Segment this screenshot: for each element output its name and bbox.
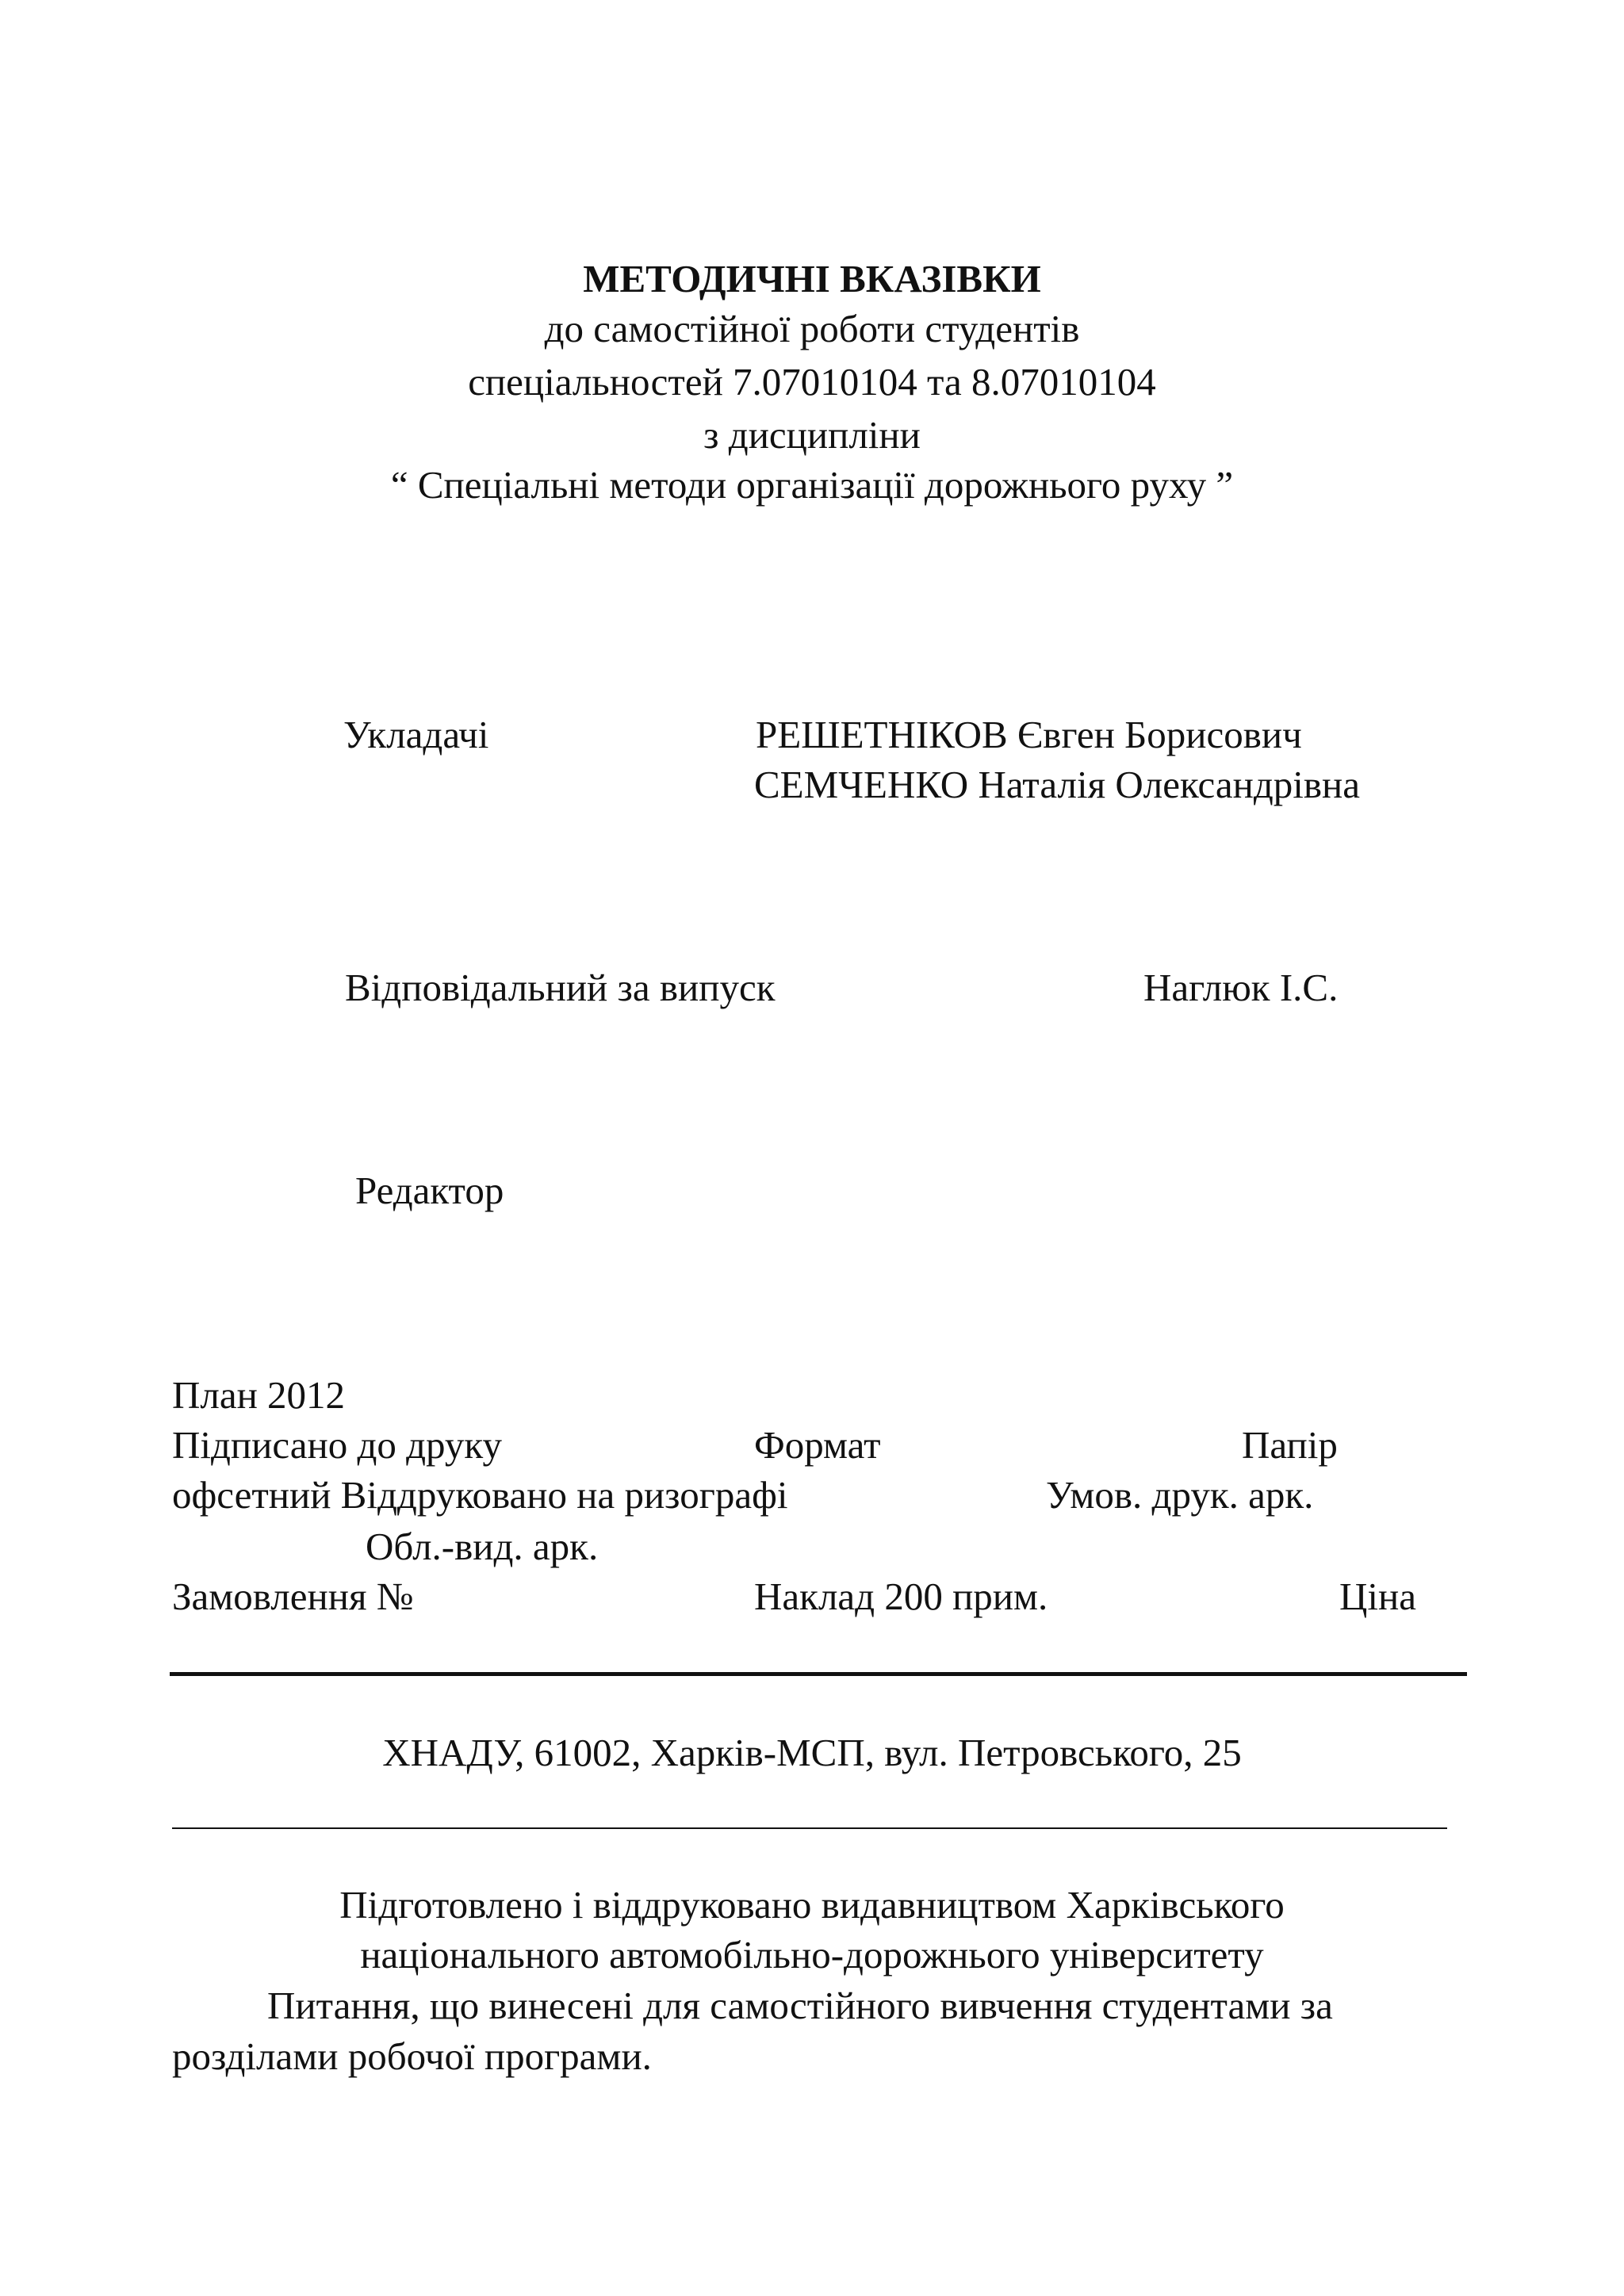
imprint-circulation: Наклад 200 прим. xyxy=(754,1575,1048,1618)
publisher-address: ХНАДУ, 61002, Харків-МСП, вул. Петровського, 25 xyxy=(382,1731,1242,1774)
author-name-2: СЕМЧЕНКО Наталія Олександрівна xyxy=(754,763,1360,806)
note-line-1: Питання, що винесені для самостійного вивчення студентами за xyxy=(267,1984,1333,2027)
title-line-4: “ Спеціальні методи організації дорожнього руху ” xyxy=(390,463,1234,507)
imprint-plan: План 2012 xyxy=(172,1373,346,1417)
author-name-1: РЕШЕТНІКОВ Євген Борисович xyxy=(756,713,1302,756)
responsible-name: Наглюк І.С. xyxy=(1143,966,1339,1009)
imprint-signed: Підписано до друку xyxy=(172,1423,503,1467)
editor-label: Редактор xyxy=(355,1169,504,1212)
publisher-line-2: національного автомобільно-дорожнього університету xyxy=(360,1933,1264,1976)
imprint-offset-printed: офсетний Віддруковано на ризографі xyxy=(172,1473,788,1517)
divider-thick xyxy=(170,1672,1467,1676)
title-line-1: до самостійної роботи студентів xyxy=(544,307,1080,350)
imprint-format: Формат xyxy=(754,1423,881,1467)
note-line-2: розділами робочої програми. xyxy=(172,2034,652,2078)
responsible-label: Відповідальний за випуск xyxy=(345,966,776,1009)
imprint-price: Ціна xyxy=(1339,1575,1416,1618)
authors-label: Укладачі xyxy=(343,713,489,756)
divider-thin xyxy=(172,1827,1447,1829)
imprint-conv-sheets: Умов. друк. арк. xyxy=(1046,1473,1314,1517)
title-line-2: спеціальностей 7.07010104 та 8.07010104 xyxy=(468,360,1156,404)
title-line-3: з дисципліни xyxy=(703,413,921,457)
imprint-order: Замовлення № xyxy=(172,1575,414,1618)
publisher-line-1: Підготовлено і віддруковано видавництвом Харківського xyxy=(339,1883,1285,1927)
document-title: МЕТОДИЧНІ ВКАЗІВКИ xyxy=(583,257,1041,300)
imprint-pub-sheets: Обл.-вид. арк. xyxy=(366,1525,599,1568)
imprint-paper: Папір xyxy=(1242,1423,1338,1467)
